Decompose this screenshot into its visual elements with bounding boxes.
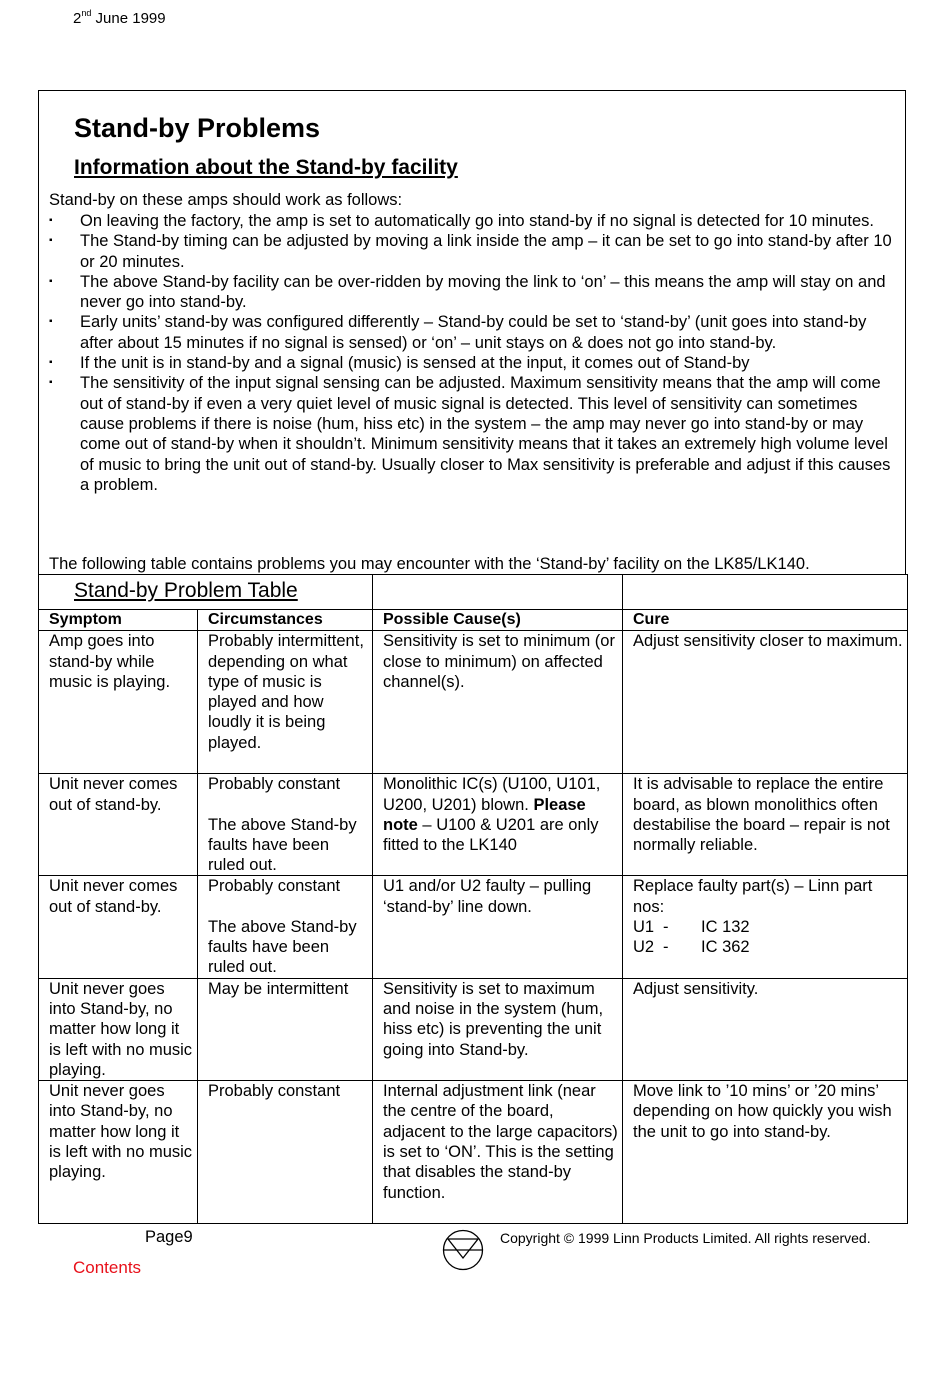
date-suffix: nd	[81, 8, 92, 18]
bullet-marker-icon: ▪	[49, 275, 53, 287]
page-title: Stand-by Problems	[74, 113, 321, 143]
table-row	[39, 774, 908, 876]
column-header-circumstances: Circumstances	[198, 610, 373, 631]
cause-cell: Sensitivity is set to maximum and noise in the system (hum, hiss etc) is preventing the unit going into Stand-by.	[373, 978, 623, 1080]
circumstances-cell	[198, 631, 373, 774]
cause-note-text: – U100 & U201 are only fitted to the LK140	[383, 815, 599, 855]
bullet-marker-icon: ▪	[49, 215, 53, 226]
cure-cell: Adjust sensitivity closer to maximum.	[623, 631, 908, 774]
cause-cell	[373, 774, 623, 876]
part-ref: U2	[633, 938, 655, 957]
column-header-symptom: Symptom	[39, 610, 198, 631]
circumstance-note: The above Stand-by faults have been ruled out.	[208, 815, 357, 875]
part-code: IC 362	[701, 938, 750, 957]
cure-cell	[623, 876, 908, 978]
bullet-marker-icon: ▪	[49, 235, 53, 247]
table-row	[39, 1081, 908, 1224]
bullet-marker-icon: ▪	[49, 316, 53, 328]
bullet-marker-icon: ▪	[49, 357, 53, 369]
list-item	[49, 353, 899, 373]
empty-cell	[623, 575, 908, 610]
cause-cell: Internal adjustment link (near the centre of the board, adjacent to the large capacitors) is set to ‘ON’. This is the setting that disables the stand-by function.	[373, 1081, 623, 1224]
page-number-value: 9	[183, 1228, 193, 1246]
table-row	[39, 631, 908, 774]
circumstances-cell	[198, 774, 373, 876]
circumstance-text: Probably intermittent, depending on what type of music is played and how loudly it is being played.	[208, 632, 364, 752]
circumstances-cell	[198, 1081, 373, 1224]
circumstances-cell	[198, 876, 373, 978]
table-intro-text: The following table contains problems you may encounter with the ‘Stand-by’ facility on the LK85/LK140.	[49, 555, 810, 573]
part-separator: -	[663, 918, 669, 937]
symptom-cell: Unit never comes out of stand-by.	[39, 774, 198, 876]
cure-text: Replace faulty part(s) – Linn part nos:	[633, 877, 873, 916]
circumstance-text: May be intermittent	[208, 979, 349, 998]
symptom-cell: Unit never comes out of stand-by.	[39, 876, 198, 978]
section-subtitle: Information about the Stand-by facility	[74, 156, 458, 179]
standby-info-list	[49, 211, 899, 495]
part-ref: U1	[633, 918, 655, 937]
cause-cell: Sensitivity is set to minimum (or close to minimum) on affected channel(s).	[373, 631, 623, 774]
column-header-cause: Possible Cause(s)	[373, 610, 623, 631]
symptom-cell: Amp goes into stand-by while music is playing.	[39, 631, 198, 774]
bullet-marker-icon: ▪	[49, 377, 53, 389]
part-separator: -	[663, 938, 669, 957]
date-rest: June 1999	[91, 10, 166, 27]
linn-logo-icon	[441, 1229, 485, 1271]
circumstance-note: The above Stand-by faults have been ruled out.	[208, 917, 357, 977]
contents-link[interactable]: Contents	[73, 1258, 142, 1277]
circumstance-text: Probably constant	[208, 1082, 341, 1101]
info-frame	[38, 90, 906, 574]
part-code: IC 132	[701, 918, 750, 937]
cause-cell: U1 and/or U2 faulty – pulling ‘stand-by’ line down.	[373, 876, 623, 978]
intro-text: Stand-by on these amps should work as follows:	[49, 191, 403, 209]
page-number	[145, 1228, 193, 1247]
list-item	[49, 211, 899, 231]
page-label: Page	[145, 1228, 184, 1246]
copyright-text: Copyright © 1999 Linn Products Limited. All rights reserved.	[500, 1230, 871, 1246]
standby-problem-table	[38, 574, 908, 1224]
empty-cell	[373, 575, 623, 610]
table-header-row	[39, 610, 908, 631]
bullet-text: The above Stand-by facility can be over-ridden by moving the link to ‘on’ – this means the amp will stay on and never go into stand-by.	[80, 272, 886, 312]
list-item	[49, 312, 899, 353]
table-title-row	[39, 575, 908, 610]
circumstance-text: Probably constant	[208, 775, 341, 794]
column-header-cure: Cure	[623, 610, 908, 631]
list-item	[49, 373, 899, 495]
bullet-text: The sensitivity of the input signal sensing can be adjusted. Maximum sensitivity means that the amp will come out of stand-by if even a very quiet level of music signal is detected. This level of sensitivity can sometimes cause problems if there is noise (hum, hiss etc) in the system – the amp may never go into stand-by or may come out of stand-by when it shouldn’t. Minimum sensitivity means that it takes an extremely high volume level of music to bring the unit out of stand-by. Usually closer to Max sensitivity is preferable and adjust if this causes a problem.	[80, 374, 891, 494]
table-row	[39, 876, 908, 978]
table-title-cell	[39, 575, 373, 610]
date-day: 2	[73, 10, 82, 27]
table-row	[39, 978, 908, 1080]
document-date	[73, 10, 166, 27]
cure-cell: Move link to ’10 mins’ or ’20 mins’ depending on how quickly you wish the unit to go into stand-by.	[623, 1081, 908, 1224]
bullet-text: On leaving the factory, the amp is set to automatically go into stand-by if no signal is detected for 10 minutes.	[80, 212, 874, 230]
cure-cell: Adjust sensitivity.	[623, 978, 908, 1080]
cause-text: Monolithic IC(s) (U100, U101, U200, U201) blown.	[383, 775, 601, 814]
table-title: Stand-by Problem Table	[74, 579, 298, 603]
list-item	[49, 272, 899, 313]
cause-note-label: Please note	[383, 795, 586, 834]
part-number-row	[633, 917, 903, 937]
bullet-text: If the unit is in stand-by and a signal (music) is sensed at the input, it comes out of Stand-by	[80, 354, 750, 373]
circumstance-text: Probably constant	[208, 877, 341, 896]
list-item	[49, 231, 899, 272]
circumstances-cell	[198, 978, 373, 1080]
cure-cell: It is advisable to replace the entire board, as blown monolithics often destabilise the board – repair is not normally reliable.	[623, 774, 908, 876]
bullet-text: The Stand-by timing can be adjusted by moving a link inside the amp – it can be set to go into stand-by after 10 or 20 minutes.	[80, 232, 892, 271]
symptom-cell: Unit never goes into Stand-by, no matter how long it is left with no music playing.	[39, 1081, 198, 1224]
part-number-row	[633, 937, 903, 957]
symptom-cell: Unit never goes into Stand-by, no matter how long it is left with no music playing.	[39, 978, 198, 1080]
bullet-text: Early units’ stand-by was configured differently – Stand-by could be set to ‘stand-by’ (unit goes into stand-by after about 15 minutes if no signal is sensed) or ‘on’ – unit stays on & does not go into stand-by.	[80, 313, 867, 352]
